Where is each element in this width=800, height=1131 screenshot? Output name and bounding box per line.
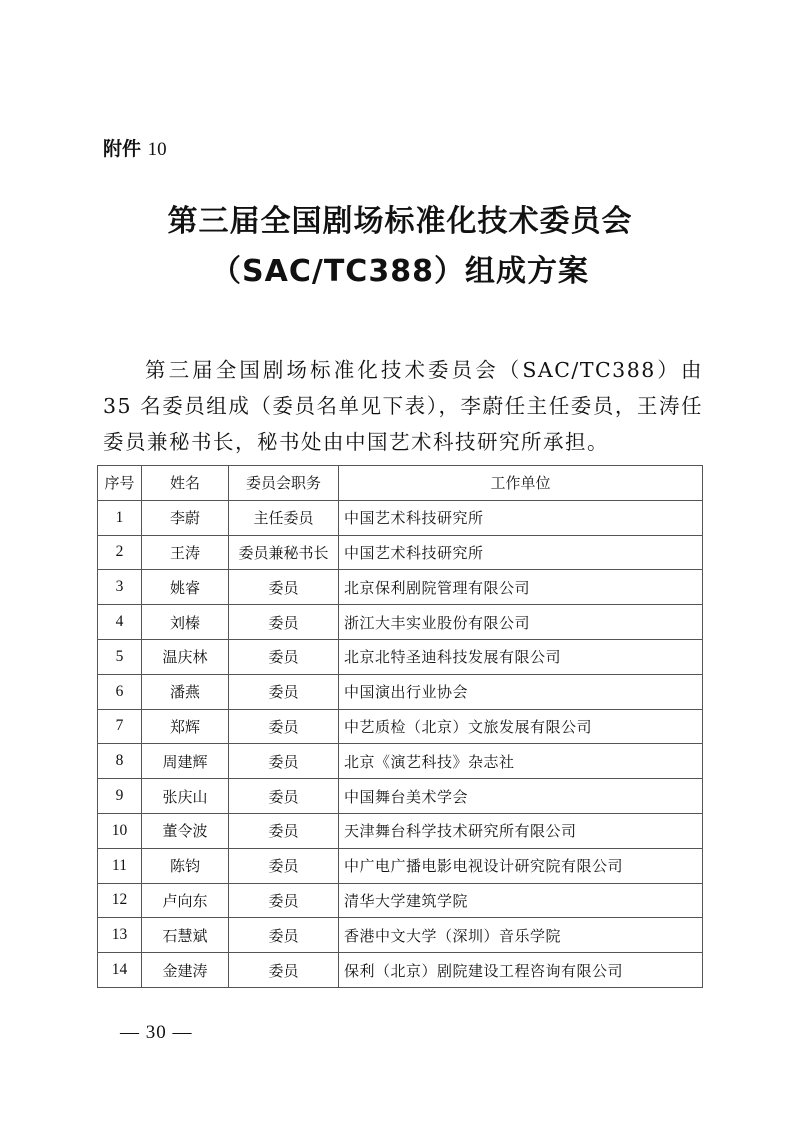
cell-name: 陈钧 <box>142 848 229 883</box>
cell-organization: 中国演出行业协会 <box>339 674 703 709</box>
cell-number: 11 <box>98 848 142 883</box>
cell-name: 董令波 <box>142 813 229 848</box>
table-row <box>98 674 703 709</box>
cell-organization: 中国舞台美术学会 <box>339 779 703 814</box>
cell-number: 1 <box>98 500 142 535</box>
page-number: — 30 — <box>120 1022 193 1043</box>
members-table <box>97 465 703 988</box>
cell-number: 8 <box>98 744 142 779</box>
table-row <box>98 744 703 779</box>
table-row <box>98 848 703 883</box>
cell-role: 委员 <box>229 709 339 744</box>
table-row <box>98 605 703 640</box>
cell-role: 委员 <box>229 779 339 814</box>
table-row <box>98 570 703 605</box>
cell-role: 委员 <box>229 674 339 709</box>
cell-name: 王涛 <box>142 535 229 570</box>
cell-number: 3 <box>98 570 142 605</box>
cell-name: 潘燕 <box>142 674 229 709</box>
cell-role: 委员 <box>229 605 339 640</box>
cell-number: 4 <box>98 605 142 640</box>
cell-role: 委员 <box>229 953 339 988</box>
document-title-line2: （SAC/TC388）组成方案 <box>211 254 589 289</box>
cell-organization: 中国艺术科技研究所 <box>339 500 703 535</box>
cell-role: 主任委员 <box>229 500 339 535</box>
cell-number: 13 <box>98 918 142 953</box>
table-row <box>98 709 703 744</box>
cell-organization: 中艺质检（北京）文旅发展有限公司 <box>339 709 703 744</box>
intro-paragraph: 第三届全国剧场标准化技术委员会（SAC/TC388）由 35 名委员组成（委员名单见下表），李蔚任主任委员，王涛任委员兼秘书长，秘书处由中国艺术科技研究所承担。 <box>103 357 703 454</box>
table-row <box>98 883 703 918</box>
cell-role: 委员 <box>229 883 339 918</box>
cell-role: 委员 <box>229 639 339 674</box>
cell-number: 7 <box>98 709 142 744</box>
cell-name: 卢向东 <box>142 883 229 918</box>
cell-name: 姚睿 <box>142 570 229 605</box>
cell-organization: 中国艺术科技研究所 <box>339 535 703 570</box>
cell-role: 委员 <box>229 570 339 605</box>
cell-name: 温庆林 <box>142 639 229 674</box>
cell-organization: 保利（北京）剧院建设工程咨询有限公司 <box>339 953 703 988</box>
document-title-line1: 第三届全国剧场标准化技术委员会 <box>167 204 633 239</box>
members-table-body <box>98 500 703 987</box>
cell-number: 2 <box>98 535 142 570</box>
attachment-label-text: 附件 <box>103 138 142 160</box>
cell-number: 6 <box>98 674 142 709</box>
cell-name: 郑辉 <box>142 709 229 744</box>
cell-number: 5 <box>98 639 142 674</box>
table-row <box>98 535 703 570</box>
cell-organization: 北京保利剧院管理有限公司 <box>339 570 703 605</box>
cell-organization: 北京北特圣迪科技发展有限公司 <box>339 639 703 674</box>
cell-role: 委员 <box>229 918 339 953</box>
cell-name: 刘榛 <box>142 605 229 640</box>
table-row <box>98 813 703 848</box>
cell-number: 14 <box>98 953 142 988</box>
cell-role: 委员 <box>229 813 339 848</box>
cell-name: 李蔚 <box>142 500 229 535</box>
cell-number: 10 <box>98 813 142 848</box>
table-row <box>98 500 703 535</box>
header-organization: 工作单位 <box>339 466 703 501</box>
table-row <box>98 918 703 953</box>
header-number: 序号 <box>98 466 142 501</box>
cell-organization: 北京《演艺科技》杂志社 <box>339 744 703 779</box>
cell-number: 12 <box>98 883 142 918</box>
table-row <box>98 779 703 814</box>
table-row <box>98 953 703 988</box>
cell-role: 委员 <box>229 744 339 779</box>
cell-name: 金建涛 <box>142 953 229 988</box>
attachment-number: 10 <box>147 139 167 160</box>
header-role: 委员会职务 <box>229 466 339 501</box>
cell-organization: 浙江大丰实业股份有限公司 <box>339 605 703 640</box>
cell-role: 委员兼秘书长 <box>229 535 339 570</box>
table-header-row <box>98 466 703 501</box>
cell-organization: 清华大学建筑学院 <box>339 883 703 918</box>
header-name: 姓名 <box>142 466 229 501</box>
cell-organization: 中广电广播电影电视设计研究院有限公司 <box>339 848 703 883</box>
cell-organization: 香港中文大学（深圳）音乐学院 <box>339 918 703 953</box>
cell-name: 周建辉 <box>142 744 229 779</box>
cell-name: 石慧斌 <box>142 918 229 953</box>
cell-number: 9 <box>98 779 142 814</box>
cell-role: 委员 <box>229 848 339 883</box>
attachment-label <box>103 134 167 161</box>
cell-name: 张庆山 <box>142 779 229 814</box>
table-row <box>98 639 703 674</box>
cell-organization: 天津舞台科学技术研究所有限公司 <box>339 813 703 848</box>
